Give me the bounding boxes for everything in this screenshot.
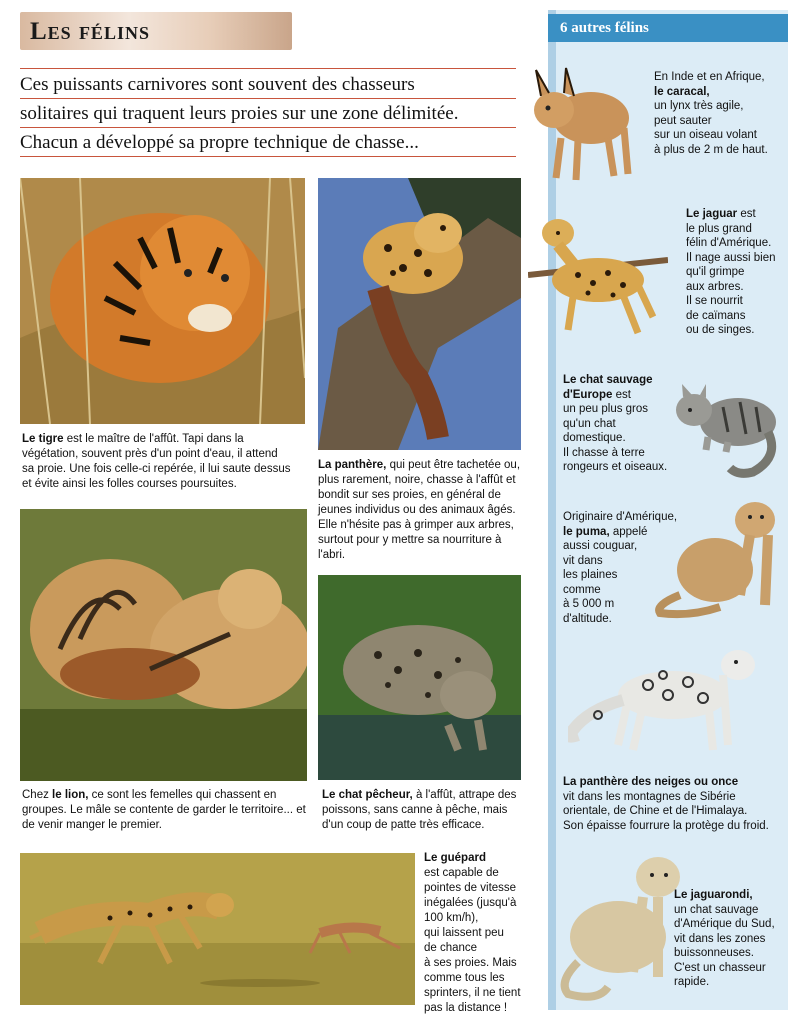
panther-text: qui peut être tachetée ou, plus rarement, noire, chasse à l'affût et bondit sur ses proies, en général de jeunes individus ou des animaux âgés. Elle n'hésite pas à grimper aux arbres, surtout pour y mettre sa nourriture à l'abri.: [318, 459, 521, 561]
caracal-caption: [654, 70, 789, 157]
jaguarundi-name: Le jaguarondi,: [674, 889, 753, 901]
snow-leopard-caption: [563, 775, 788, 833]
wildcat-line: qu'un chat: [563, 417, 616, 430]
cheetah-caption: [424, 851, 544, 1016]
cheetah-line: est capable de: [424, 867, 499, 879]
divider: [20, 156, 516, 157]
caracal-intro: En Inde et en Afrique,: [654, 71, 765, 83]
fishing-cat-text: à l'affût, attrape des poissons, sans canne à pêche, mais d'un coup de patte très efficace.: [322, 789, 517, 831]
caracal-illustration: [516, 48, 636, 188]
jaguar-line: Il se nourrit: [686, 295, 743, 307]
snow-leopard-line: vit dans les montagnes de Sibérie: [563, 790, 736, 803]
puma-line: les plaines: [563, 569, 618, 581]
panther-caption: [318, 458, 523, 563]
lion-name: le lion,: [52, 789, 89, 801]
puma-intro: Originaire d'Amérique,: [563, 511, 678, 523]
puma-line: comme: [563, 583, 601, 596]
caracal-name: le caracal,: [654, 85, 710, 98]
jaguar-line: le plus grand: [686, 222, 752, 235]
jaguar-line: est: [740, 208, 756, 220]
jaguarundi-line: C'est un chasseur: [674, 961, 766, 974]
snow-leopard-line: orientale, de Chine et de l'Himalaya.: [563, 805, 748, 817]
panther-name: La panthère,: [318, 459, 387, 471]
jaguar-illustration: [528, 205, 668, 340]
tiger-photo: [20, 178, 305, 424]
jaguarundi-line: un chat sauvage: [674, 903, 759, 916]
tiger-name: Le tigre: [22, 433, 64, 445]
jaguar-line: Il nage aussi bien: [686, 251, 776, 264]
cheetah-name: Le guépard: [424, 852, 486, 864]
title-banner: [20, 12, 292, 50]
tiger-caption: [22, 432, 292, 492]
jaguarundi-line: vit dans les zones: [674, 932, 766, 945]
caracal-line: à plus de 2 m de haut.: [654, 143, 768, 156]
jaguar-line: ou de singes.: [686, 324, 755, 336]
cheetah-line: pas la distance !: [424, 1002, 508, 1014]
divider: [20, 68, 516, 69]
wildcat-line: domestique.: [563, 432, 626, 444]
lion-photo: [20, 509, 307, 781]
intro-line-1: Ces puissants carnivores sont souvent des chasseurs: [20, 74, 415, 95]
puma-line: d'altitude.: [563, 612, 612, 625]
wildcat-line: est: [615, 388, 631, 401]
snow-leopard-name: La panthère des neiges ou once: [563, 776, 739, 788]
wildcat-line: Il chasse à terre: [563, 446, 645, 459]
jaguar-name: Le jaguar: [686, 208, 738, 220]
divider: [20, 127, 516, 128]
wildcat-caption: [563, 373, 673, 475]
caracal-line: peut sauter: [654, 114, 712, 127]
cheetah-line: de chance: [424, 942, 478, 954]
wildcat-line: rongeurs et oiseaux.: [563, 461, 668, 473]
jaguar-line: qu'il grimpe: [686, 266, 745, 278]
lion-caption: [22, 788, 307, 833]
cheetah-line: comme tous les: [424, 972, 505, 984]
jaguarundi-caption: [674, 888, 789, 990]
tiger-text: est le maître de l'affût. Tapi dans la végétation, souvent près d'un point d'eau, il attend sa proie. Une fois celle-ci repérée, il lui saute dessus et évite ainsi les folles courses poursuites.: [22, 433, 291, 490]
divider: [20, 98, 516, 99]
jaguar-line: félin d'Amérique.: [686, 237, 772, 249]
cheetah-line: sprinters, il ne tient: [424, 987, 521, 999]
jaguarundi-illustration: [548, 842, 688, 1007]
puma-line: aussi couguar,: [563, 540, 638, 552]
sidebar-heading: 6 autres félins: [560, 20, 649, 36]
snow-leopard-illustration: [568, 640, 768, 762]
fishing-cat-name: Le chat pêcheur,: [322, 789, 413, 801]
puma-illustration: [650, 495, 785, 620]
jaguar-line: aux arbres.: [686, 280, 744, 293]
wildcat-line: un peu plus gros: [563, 403, 649, 415]
cheetah-line: inégalées (jusqu'à: [424, 897, 517, 909]
lion-text: ce sont les femelles qui chassent en groupes. Le mâle se contente de garder le territoire... et de venir manger le premier.: [22, 789, 306, 831]
cheetah-line: pointes de vitesse: [424, 882, 517, 894]
fishing-cat-caption: [322, 788, 527, 833]
cheetah-line: qui laissent peu: [424, 927, 504, 939]
cheetah-line: à ses proies. Mais: [424, 957, 517, 969]
page-title: Les félins: [30, 18, 150, 45]
jaguar-caption: [686, 207, 786, 338]
jaguarundi-line: buissonneuses.: [674, 947, 754, 959]
jaguar-line: de caïmans: [686, 309, 746, 322]
intro-line-3: Chacun a développé sa propre technique de chasse...: [20, 132, 419, 153]
cheetah-line: 100 km/h),: [424, 912, 479, 924]
wildcat-name: d'Europe: [563, 388, 613, 401]
wildcat-name: Le chat sauvage: [563, 374, 653, 386]
puma-name: le puma,: [563, 525, 610, 538]
caracal-line: un lynx très agile,: [654, 100, 744, 112]
jaguarundi-line: d'Amérique du Sud,: [674, 918, 775, 930]
sidebar-heading-bar: [548, 14, 788, 42]
intro-line-2: solitaires qui traquent leurs proies sur une zone délimitée.: [20, 103, 459, 124]
jaguarundi-line: rapide.: [674, 976, 710, 988]
wildcat-illustration: [668, 372, 784, 480]
cheetah-photo: [20, 853, 415, 1005]
caracal-line: sur un oiseau volant: [654, 129, 757, 141]
snow-leopard-line: Son épaisse fourrure la protège du froid.: [563, 819, 769, 832]
puma-line: vit dans: [563, 554, 603, 567]
lion-prefix: Chez: [22, 789, 53, 801]
leopard-photo: [318, 178, 521, 450]
puma-line: à 5 000 m: [563, 598, 615, 610]
fishing-cat-photo: [318, 575, 521, 780]
puma-line: appelé: [612, 525, 648, 538]
